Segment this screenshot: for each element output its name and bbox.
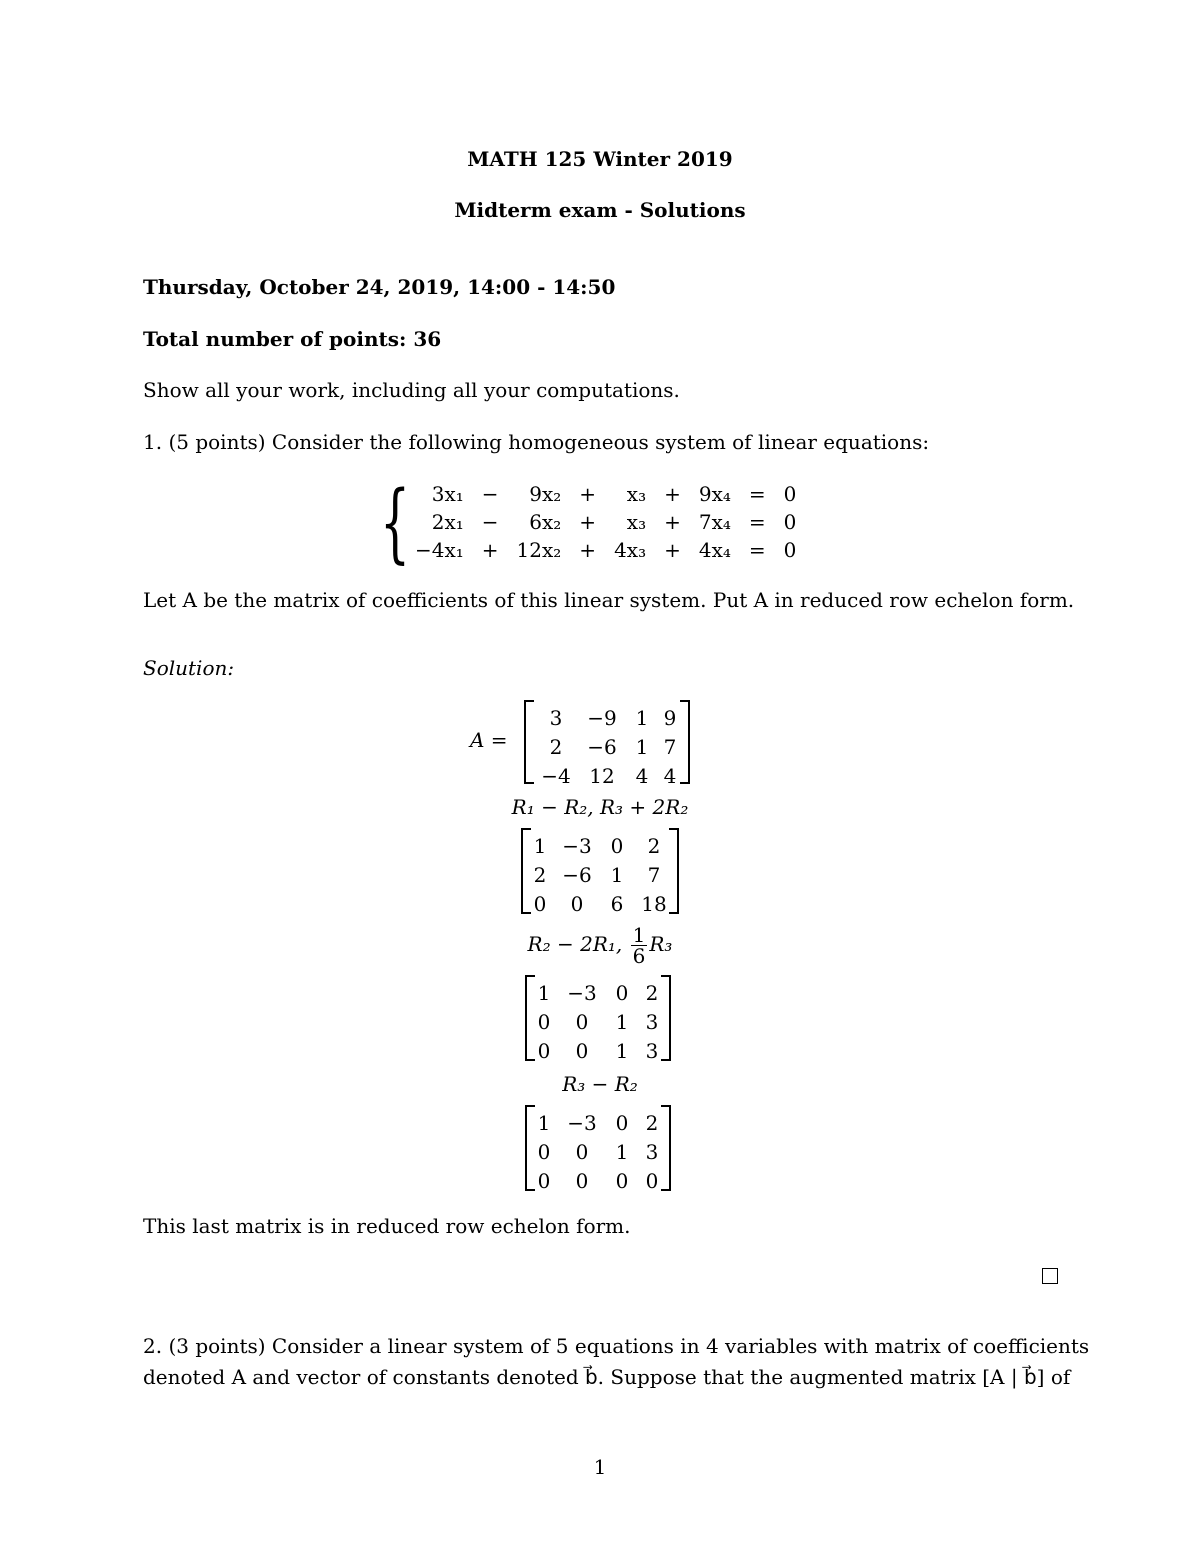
- matrix-cell: 0: [537, 1169, 551, 1193]
- matrix-row: [525, 890, 673, 919]
- equation-row: [406, 508, 805, 536]
- matrix-row: [525, 861, 673, 890]
- matrix-cell: 4: [635, 764, 649, 788]
- matrix-cell: 0: [645, 1169, 659, 1193]
- matrix-cell: 3: [645, 1039, 659, 1063]
- system-cell: x₃: [626, 482, 647, 506]
- system-cell: 6x₂: [529, 510, 562, 534]
- fraction-numerator: 1: [632, 923, 646, 947]
- matrix-a-label: A =: [470, 728, 508, 752]
- system-cell: −: [481, 482, 499, 506]
- matrix-cell: 1: [537, 981, 551, 1005]
- left-bracket: [524, 700, 534, 784]
- equation-row: [406, 536, 805, 564]
- matrix-step-2: [525, 975, 671, 1061]
- system-cell: 9x₂: [529, 482, 562, 506]
- system-cell: −: [481, 510, 499, 534]
- matrix-cell: 0: [575, 1140, 589, 1164]
- matrix-cell: 1: [635, 706, 649, 730]
- matrix-cell: 1: [610, 863, 624, 887]
- linear-system: [378, 473, 828, 573]
- matrix-a-table: [534, 704, 682, 791]
- matrix-cell: −3: [567, 981, 597, 1005]
- matrix-cell: −3: [562, 834, 592, 858]
- matrix-cell: 18: [641, 892, 667, 916]
- matrix-row: [529, 1109, 665, 1138]
- matrix-cell: 2: [645, 981, 659, 1005]
- matrix-cell: 0: [570, 892, 584, 916]
- matrix-cell: 7: [647, 863, 661, 887]
- matrix-cell: 2: [549, 735, 563, 759]
- matrix-step-3: [525, 1105, 671, 1191]
- system-cell: +: [664, 538, 681, 562]
- matrix-cell: 3: [645, 1010, 659, 1034]
- matrix-row: [529, 1167, 665, 1196]
- matrix-row: [529, 1138, 665, 1167]
- matrix-row: [534, 704, 682, 733]
- fraction-one-sixth: [631, 925, 648, 966]
- matrix-step-1-table: [525, 832, 673, 919]
- matrix-cell: 2: [647, 834, 661, 858]
- system-cell: 0: [783, 510, 797, 534]
- equation-table: [406, 480, 805, 564]
- matrix-cell: 0: [615, 1169, 629, 1193]
- matrix-row: [529, 1037, 665, 1066]
- matrix-row: [525, 832, 673, 861]
- question-1-task: Let A be the matrix of coefficients of this linear system. Put A in reduced row echelon form.: [143, 588, 1075, 612]
- matrix-cell: 1: [537, 1111, 551, 1135]
- matrix-row: [529, 979, 665, 1008]
- matrix-cell: 1: [615, 1039, 629, 1063]
- system-cell: +: [481, 538, 499, 562]
- matrix-cell: 0: [575, 1010, 589, 1034]
- total-points: Total number of points: 36: [143, 327, 442, 351]
- question-2-line-2: denoted A and vector of constants denoted b⃗. Suppose that the augmented matrix [A | b⃗] of: [143, 1365, 1071, 1389]
- matrix-cell: 0: [610, 834, 624, 858]
- matrix-step-3-table: [529, 1109, 665, 1196]
- matrix-cell: 3: [549, 706, 563, 730]
- system-cell: 4x₄: [698, 538, 731, 562]
- left-brace: {: [380, 473, 411, 573]
- matrix-cell: 1: [635, 735, 649, 759]
- system-cell: 0: [783, 538, 797, 562]
- matrix-cell: 7: [663, 735, 677, 759]
- system-cell: =: [748, 482, 766, 506]
- matrix-cell: 0: [537, 1039, 551, 1063]
- matrix-a: [524, 700, 690, 788]
- system-cell: 7x₄: [698, 510, 731, 534]
- matrix-cell: 0: [575, 1169, 589, 1193]
- system-cell: =: [748, 510, 766, 534]
- system-cell: +: [664, 510, 681, 534]
- matrix-cell: 6: [610, 892, 624, 916]
- matrix-cell: 0: [615, 981, 629, 1005]
- instructions: Show all your work, including all your computations.: [143, 378, 680, 402]
- system-cell: 4x₃: [614, 538, 647, 562]
- matrix-row: [529, 1008, 665, 1037]
- matrix-cell: 1: [615, 1010, 629, 1034]
- row-operation-1: R₁ − R₂, R₃ + 2R₂: [511, 795, 689, 819]
- matrix-cell: −6: [562, 863, 592, 887]
- fraction-denominator: 6: [632, 944, 646, 968]
- exam-title: Midterm exam - Solutions: [454, 198, 746, 222]
- matrix-step-1: [521, 828, 679, 914]
- system-cell: +: [579, 510, 597, 534]
- matrix-cell: 0: [533, 892, 547, 916]
- qed-box-icon: [1042, 1268, 1058, 1284]
- matrix-cell: −6: [587, 735, 617, 759]
- matrix-cell: −4: [541, 764, 571, 788]
- row-op-2-part-2: R₃: [649, 932, 673, 956]
- matrix-row: [534, 733, 682, 762]
- matrix-cell: 3: [645, 1140, 659, 1164]
- matrix-cell: 0: [537, 1140, 551, 1164]
- row-op-2-part-1: R₂ − 2R₁,: [527, 932, 623, 956]
- system-cell: +: [579, 482, 597, 506]
- matrix-cell: −3: [567, 1111, 597, 1135]
- equation-row: [406, 480, 805, 508]
- exam-date-time: Thursday, October 24, 2019, 14:00 - 14:50: [143, 275, 616, 299]
- system-cell: −4x₁: [415, 538, 464, 562]
- matrix-cell: 0: [575, 1039, 589, 1063]
- system-cell: x₃: [626, 510, 647, 534]
- system-cell: 2x₁: [431, 510, 464, 534]
- system-cell: 0: [783, 482, 797, 506]
- row-operation-2: [0, 922, 1200, 966]
- matrix-cell: 2: [533, 863, 547, 887]
- system-cell: =: [748, 538, 766, 562]
- system-cell: 9x₄: [698, 482, 731, 506]
- matrix-cell: 9: [663, 706, 677, 730]
- page-number: 1: [593, 1455, 607, 1479]
- system-cell: +: [664, 482, 681, 506]
- matrix-row: [534, 762, 682, 791]
- matrix-cell: 1: [615, 1140, 629, 1164]
- row-operation-3: R₃ − R₂: [562, 1072, 638, 1096]
- system-cell: 12x₂: [516, 538, 562, 562]
- matrix-cell: 1: [533, 834, 547, 858]
- matrix-cell: 12: [589, 764, 615, 788]
- system-cell: +: [579, 538, 597, 562]
- question-2-line-1: 2. (3 points) Consider a linear system of 5 equations in 4 variables with matrix of coefficients: [143, 1334, 1090, 1358]
- matrix-cell: 0: [537, 1010, 551, 1034]
- course-title: MATH 125 Winter 2019: [467, 147, 733, 171]
- matrix-cell: 0: [615, 1111, 629, 1135]
- matrix-cell: 2: [645, 1111, 659, 1135]
- conclusion-text: This last matrix is in reduced row echelon form.: [143, 1214, 631, 1238]
- matrix-cell: 4: [663, 764, 677, 788]
- matrix-cell: −9: [587, 706, 617, 730]
- solution-label: Solution:: [143, 656, 235, 680]
- matrix-step-2-table: [529, 979, 665, 1066]
- question-1-intro: 1. (5 points) Consider the following homogeneous system of linear equations:: [143, 430, 930, 454]
- system-cell: 3x₁: [431, 482, 464, 506]
